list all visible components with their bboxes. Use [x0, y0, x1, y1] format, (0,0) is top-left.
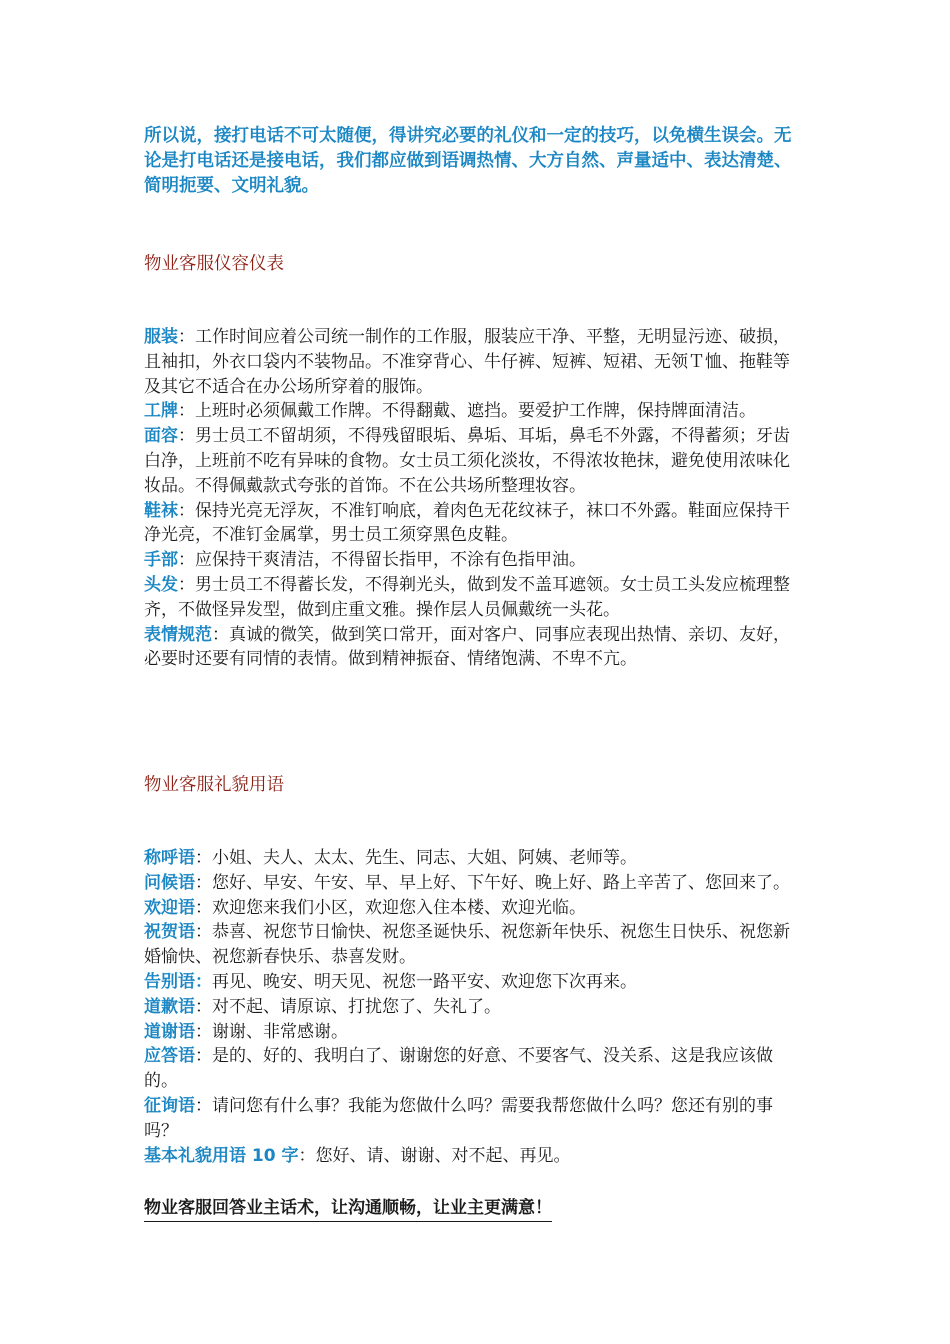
list-item: [144, 1094, 806, 1144]
list-item: [144, 325, 806, 399]
item-label: 头发: [144, 574, 178, 595]
item-label: 表情规范: [144, 624, 212, 645]
item-text: ：请问您有什么事？我能为您做什么吗？需要我帮您做什么吗？您还有别的事吗？: [144, 1095, 773, 1141]
item-text: ：工作时间应着公司统一制作的工作服，服装应干净、平整，无明显污迹、破损，且袖扣，外衣口袋内不装物品。不准穿背心、牛仔裤、短裤、短裙、无领Ｔ恤、拖鞋等及其它不适合在办公场所穿着的服饰。: [144, 327, 790, 397]
item-label: 工牌: [144, 401, 178, 422]
appearance-list: [144, 325, 806, 672]
item-text: ：男士员工不得蓄长发，不得剃光头，做到发不盖耳遮领。女士员工头发应梳理整齐，不做怪异发型，做到庄重文雅。操作层人员佩戴统一头花。: [144, 574, 790, 620]
list-item: [144, 1144, 806, 1169]
item-label: 鞋袜: [144, 500, 178, 521]
list-item: [144, 995, 806, 1020]
list-item: [144, 1044, 806, 1094]
item-label: 称呼语: [144, 848, 195, 868]
item-text: 再见、晚安、明天见、祝您一路平安、欢迎您下次再来。: [212, 971, 637, 992]
list-item: [144, 623, 806, 673]
item-text: ：男士员工不留胡须，不得残留眼垢、鼻垢、耳垢，鼻毛不外露，不得蓄须；牙齿白净，上班前不吃有异味的食物。女士员工须化淡妆，不得浓妆艳抹，避免使用浓味化妆品。不得佩戴款式夸张的首饰。不在公共场所整理妆容。: [144, 426, 790, 496]
item-label: 问候语: [144, 872, 195, 893]
item-text: ：对不起、请原谅、打扰您了、失礼了。: [195, 996, 501, 1017]
item-label: 征询语: [144, 1095, 195, 1116]
item-text: ：保持光亮无浮灰，不准钉响底，着肉色无花纹袜子，袜口不外露。鞋面应保持干净光亮，不准钉金属掌，男士员工须穿黑色皮鞋。: [144, 500, 790, 546]
item-label: 欢迎语: [144, 897, 195, 918]
list-item: [144, 846, 806, 871]
list-item: [144, 548, 806, 573]
section-heading-polite-phrases: 物业客服礼貌用语: [144, 775, 284, 795]
item-text: ：欢迎您来我们小区，欢迎您入住本楼、欢迎光临。: [195, 897, 586, 918]
item-text: ：恭喜、祝您节日愉快、祝您圣诞快乐、祝您新年快乐、祝您生日快乐、祝您新婚愉快、祝您新春快乐、恭喜发财。: [144, 922, 790, 968]
intro-paragraph: 所以说，接打电话不可太随便，得讲究必要的礼仪和一定的技巧，以免横生误会。无论是打电话还是接电话，我们都应做到语调热情、大方自然、声量适中、表达清楚、简明扼要、文明礼貌。: [144, 126, 792, 196]
item-text: ：您好、早安、午安、早、早上好、下午好、晚上好、路上辛苦了、您回来了。: [195, 872, 790, 893]
list-item: [144, 970, 806, 995]
item-label: 手部: [144, 550, 178, 571]
list-item: [144, 424, 806, 498]
section-heading-appearance: 物业客服仪容仪表: [144, 254, 284, 274]
list-item: [144, 573, 806, 623]
list-item: [144, 499, 806, 549]
list-item: [144, 920, 806, 970]
item-text: ：上班时必须佩戴工作牌。不得翻戴、遮挡。要爱护工作牌，保持牌面清洁。: [178, 401, 756, 422]
item-label: 告别语：: [144, 971, 212, 992]
item-text: ：是的、好的、我明白了、谢谢您的好意、不要客气、没关系、这是我应该做的。: [144, 1046, 773, 1092]
list-item: [144, 896, 806, 921]
list-item: [144, 1020, 806, 1045]
item-label: 面容: [144, 426, 178, 447]
item-text: ：您好、请、谢谢、对不起、再见。: [298, 1145, 571, 1166]
item-text: ：真诚的微笑，做到笑口常开，面对客户、同事应表现出热情、亲切、友好，必要时还要有同情的表情。做到精神振奋、情绪饱满、不卑不亢。: [144, 624, 790, 670]
item-label: 道谢语: [144, 1021, 195, 1042]
list-item: [144, 871, 806, 896]
item-label: 道歉语: [144, 996, 195, 1017]
item-text: ：应保持干爽清洁，不得留长指甲，不涂有色指甲油。: [178, 550, 586, 571]
item-label: 基本礼貌用语 10 字: [144, 1145, 299, 1166]
polite-phrases-list: [144, 846, 806, 1168]
item-label: 服装: [144, 327, 178, 347]
item-label: 祝贺语: [144, 922, 195, 943]
item-text: ：小姐、夫人、太太、先生、同志、大姐、阿姨、老师等。: [195, 848, 637, 868]
item-label: 应答语: [144, 1046, 195, 1067]
item-text: ：谢谢、非常感谢。: [195, 1021, 348, 1042]
list-item: [144, 399, 806, 424]
footer-link-text[interactable]: 物业客服回答业主话术，让沟通顺畅，让业主更满意！: [144, 1196, 552, 1222]
